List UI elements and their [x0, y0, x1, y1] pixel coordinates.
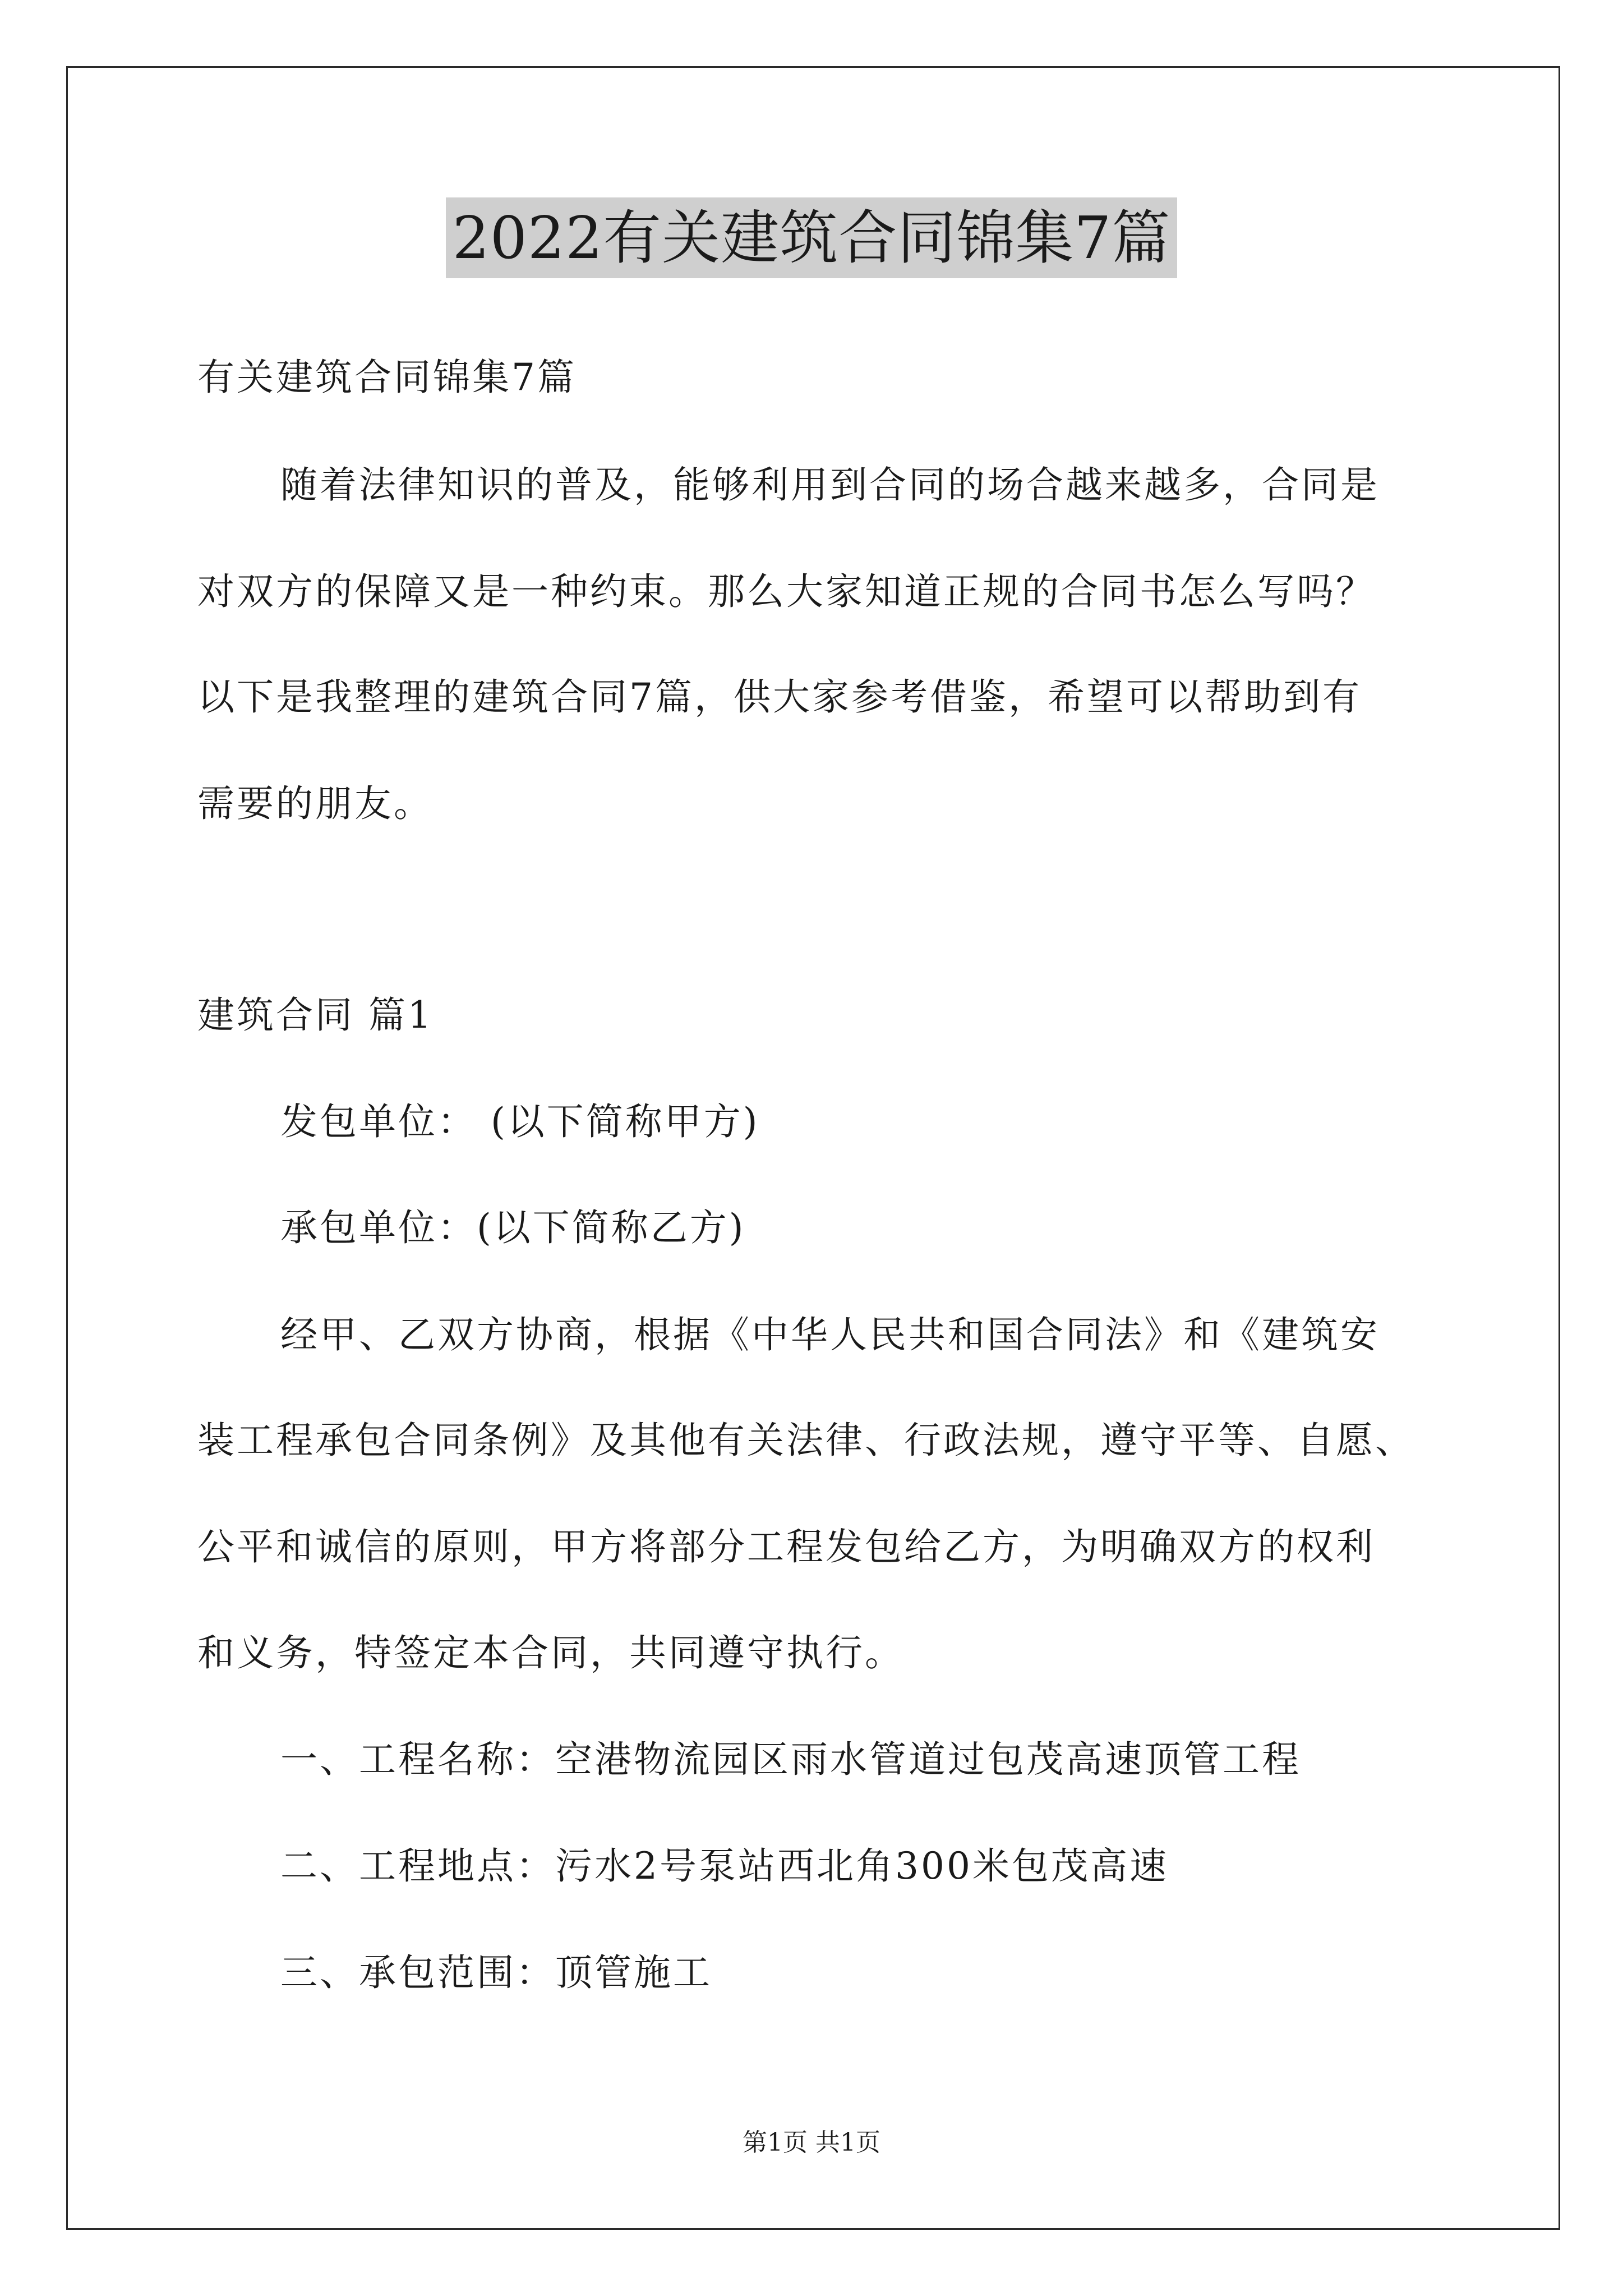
party-b-line: 承包单位：(以下简称乙方) — [280, 1206, 746, 1249]
page-footer: 第1页 共1页 — [743, 2128, 880, 2157]
preamble-line: 经甲、乙双方协商，根据《中华人民共和国合同法》和《建筑安 — [280, 1313, 1380, 1356]
intro-line: 对双方的保障又是一种约束。那么大家知道正规的合同书怎么写吗？ — [197, 570, 1375, 613]
preamble-line: 和义务，特签定本合同，共同遵守执行。 — [197, 1631, 904, 1674]
section-heading: 建筑合同 篇1 — [197, 993, 434, 1037]
preamble-line: 公平和诚信的原则，甲方将部分工程发包给乙方，为明确双方的权利 — [197, 1525, 1375, 1568]
clause-line: 一、工程名称：空港物流园区雨水管道过包茂高速顶管工程 — [280, 1738, 1301, 1781]
intro-line: 需要的朋友。 — [197, 782, 433, 825]
title-area — [0, 197, 1623, 278]
intro-line: 随着法律知识的普及，能够利用到合同的场合越来越多，合同是 — [280, 463, 1380, 507]
document-title: 2022有关建筑合同锦集7篇 — [446, 197, 1178, 278]
clause-line: 二、工程地点：污水2号泵站西北角300米包茂高速 — [280, 1844, 1169, 1888]
intro-line: 以下是我整理的建筑合同7篇，供大家参考借鉴，希望可以帮助到有 — [197, 675, 1362, 719]
clause-line: 三、承包范围：顶管施工 — [280, 1951, 712, 1994]
party-a-line: 发包单位： (以下简称甲方) — [280, 1100, 760, 1143]
preamble-line: 装工程承包合同条例》及其他有关法律、行政法规，遵守平等、自愿、 — [197, 1419, 1414, 1462]
document-subtitle: 有关建筑合同锦集7篇 — [197, 356, 577, 399]
